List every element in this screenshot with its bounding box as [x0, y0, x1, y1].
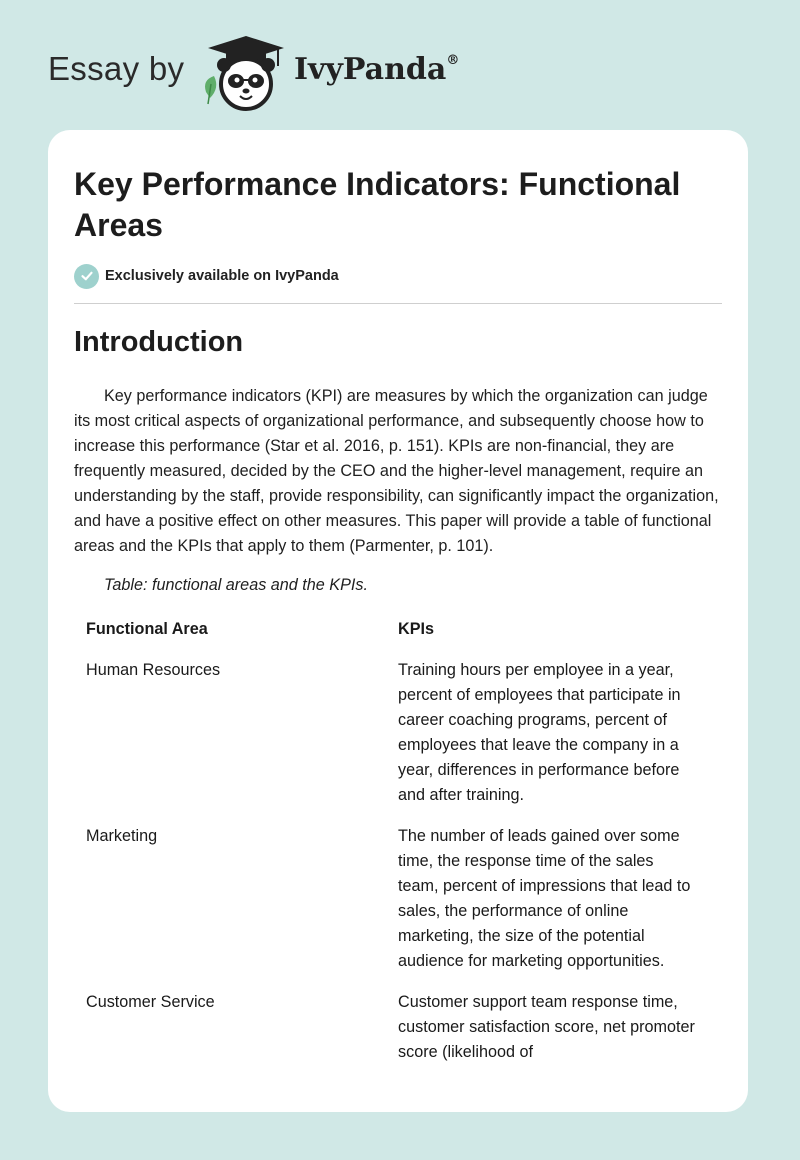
table-cell-area: Marketing — [86, 827, 158, 845]
table-cell-area: Customer Service — [86, 993, 215, 1011]
essay-by-label: Essay by — [48, 50, 185, 87]
table-cell-area: Human Resources — [86, 661, 221, 679]
intro-paragraph: Key performance indicators (KPI) are measures by which the organization can judge its most critical aspects of organizational performance, and subsequently choose how to increase this performance (Star et al. 2016, p. 151). KPIs are non-financial, they are frequently measured, decided by the CEO and the higher-level management, require an understanding by the staff, provide responsibility, can significantly impact the organization, and have a positive effect on other measures. This paper will provide a table of functional areas and the KPIs that apply to them (Parmenter, p. 101). — [74, 387, 719, 555]
kpi-table — [74, 617, 724, 1081]
page-title: Key Performance Indicators: Functional Areas — [74, 166, 681, 243]
brand-name: IvyPanda — [294, 52, 447, 87]
table-row — [74, 990, 724, 1065]
table-row — [74, 824, 724, 974]
site-header — [0, 0, 800, 130]
divider — [74, 303, 722, 304]
article-card — [48, 130, 748, 1112]
brand-logo-text[interactable] — [294, 52, 459, 87]
panda-graduate-icon[interactable] — [200, 34, 292, 112]
table-row — [74, 658, 724, 808]
registered-mark: ® — [446, 53, 460, 68]
table-header-row — [74, 617, 724, 642]
checkmark-icon — [74, 264, 99, 289]
column-header-functional-area: Functional Area — [86, 620, 208, 638]
column-header-kpis: KPIs — [398, 620, 434, 638]
table-cell-kpis: Training hours per employee in a year, percent of employees that participate in career coaching programs, percent of employees that leave the company in a year, differences in performance before and after training. — [398, 661, 681, 804]
table-cell-kpis: Customer support team response time, customer satisfaction score, net promoter score (likelihood of — [398, 993, 695, 1061]
table-cell-kpis: The number of leads gained over some time, the response time of the sales team, percent of impressions that lead to sales, the performance of online marketing, the size of the potential audience for marketing opportunities. — [398, 827, 691, 970]
badge-label: Exclusively available on IvyPanda — [105, 268, 339, 284]
table-caption: Table: functional areas and the KPIs. — [104, 576, 368, 594]
exclusive-badge — [74, 263, 339, 289]
section-heading: Introduction — [74, 326, 244, 358]
